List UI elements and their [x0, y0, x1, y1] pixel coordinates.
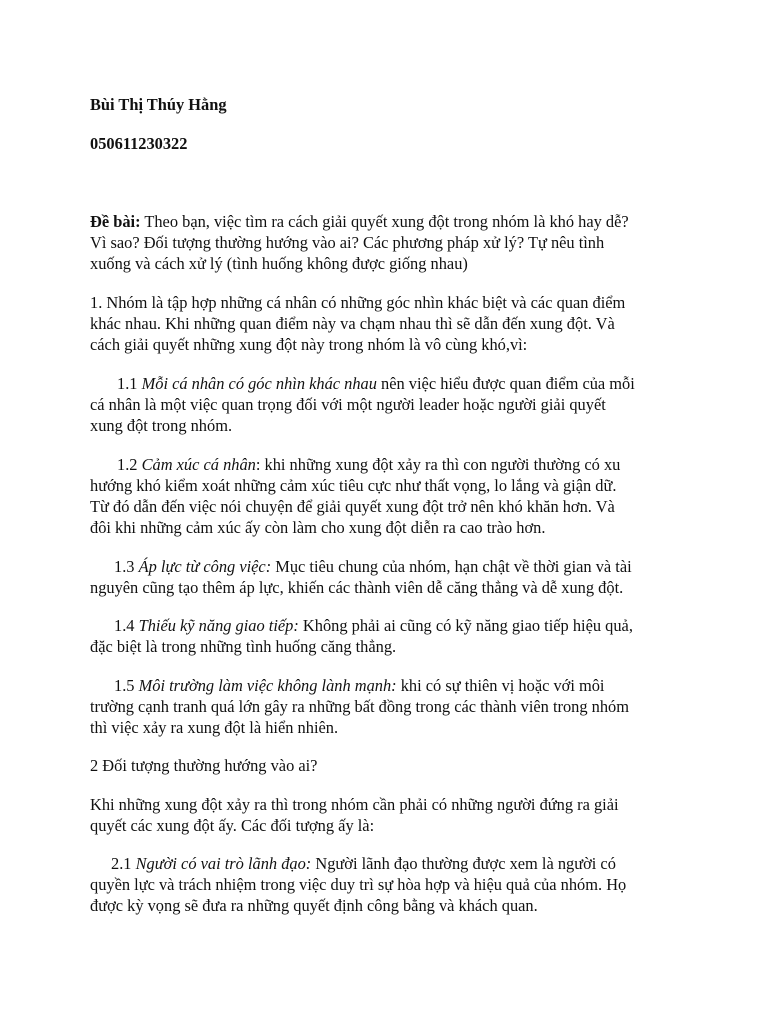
para-1-4-line: đặc biệt là trong những tình huống căng thẳng.: [90, 637, 397, 656]
para-1-4-text: Không phải ai cũng có kỹ năng giao tiếp hiệu quả,: [298, 616, 633, 635]
topic-line-2: Vì sao? Đối tượng thường hướng vào ai? Các phương pháp xử lý? Tự nêu tình: [90, 233, 605, 252]
topic-label: Đề bài:: [90, 212, 141, 231]
section1-intro-line-3: cách giải quyết những xung đột này trong nhóm là vô cùng khó,vì:: [90, 335, 528, 354]
para-1-2-first-line: [117, 454, 620, 475]
para-1-2-text: : khi những xung đột xảy ra thì con người thường có xu: [255, 455, 621, 474]
para-1-2-line: đôi khi những cảm xúc ấy còn làm cho xung đột diễn ra cao trào hơn.: [90, 518, 546, 537]
para-1-1-title: Mỗi cá nhân có góc nhìn khác nhau: [141, 374, 377, 393]
topic-line-3: xuống và cách xử lý (tình huống không được giống nhau): [90, 254, 468, 273]
para-1-1-first-line: [117, 373, 635, 394]
para-1-1-text: nên việc hiểu được quan điểm của mỗi: [376, 374, 635, 393]
para-1-1-line: xung đột trong nhóm.: [90, 416, 233, 435]
section2-intro-line-1: Khi những xung đột xảy ra thì trong nhóm cần phải có những người đứng ra giải: [90, 795, 619, 814]
para-1-5-title: Môi trường làm việc không lành mạnh:: [138, 676, 397, 695]
para-2-1-line: quyền lực và trách nhiệm trong việc duy trì sự hòa hợp và hiệu quả của nhóm. Họ: [90, 875, 627, 894]
author-name: Bùi Thị Thúy Hằng: [90, 95, 227, 114]
para-1-3-number: 1.3: [114, 557, 139, 576]
topic-line-1: [90, 211, 629, 232]
para-1-3-title: Áp lực từ công việc:: [138, 557, 272, 576]
para-1-3-text: Mục tiêu chung của nhóm, hạn chật về thời gian và tài: [271, 557, 632, 576]
para-2-1-title: Người có vai trò lãnh đạo:: [135, 854, 312, 873]
section2-heading: 2 Đối tượng thường hướng vào ai?: [90, 756, 318, 775]
para-1-4-first-line: [114, 615, 633, 636]
para-2-1-number: 2.1: [111, 854, 136, 873]
para-1-2-title: Cảm xúc cá nhân: [141, 455, 256, 474]
para-1-2-number: 1.2: [117, 455, 142, 474]
para-2-1-text: Người lãnh đạo thường được xem là người có: [311, 854, 616, 873]
student-id: 050611230322: [90, 134, 188, 153]
para-1-4-title: Thiếu kỹ năng giao tiếp:: [138, 616, 299, 635]
para-2-1-first-line: [111, 853, 616, 874]
para-1-5-text: khi có sự thiên vị hoặc với môi: [396, 676, 605, 695]
para-2-1-line: được kỳ vọng sẽ đưa ra những quyết định công bằng và khách quan.: [90, 896, 538, 915]
section2-intro-line-2: quyết các xung đột ấy. Các đối tượng ấy là:: [90, 816, 375, 835]
section1-intro-line-2: khác nhau. Khi những quan điểm này va chạm nhau thì sẽ dẫn đến xung đột. Và: [90, 314, 615, 333]
para-1-3-first-line: [114, 556, 632, 577]
para-1-5-number: 1.5: [114, 676, 139, 695]
section1-intro-line-1: 1. Nhóm là tập hợp những cá nhân có những góc nhìn khác biệt và các quan điểm: [90, 293, 626, 312]
para-1-2-line: hướng khó kiểm xoát những cảm xúc tiêu cực như thất vọng, lo lắng và giận dữ.: [90, 476, 617, 495]
para-1-5-line: trường cạnh tranh quá lớn gây ra những bất đồng trong các thành viên trong nhóm: [90, 697, 629, 716]
para-1-1-line: cá nhân là một việc quan trọng đối với một người leader hoặc người giải quyết: [90, 395, 606, 414]
para-1-4-number: 1.4: [114, 616, 139, 635]
para-1-2-line: Từ đó dẫn đến việc nói chuyện để giải quyết xung đột trở nên khó khăn hơn. Và: [90, 497, 615, 516]
para-1-3-line: nguyên cũng tạo thêm áp lực, khiến các thành viên dễ căng thẳng và dễ xung đột.: [90, 578, 624, 597]
para-1-5-first-line: [114, 675, 604, 696]
para-1-1-number: 1.1: [117, 374, 142, 393]
para-1-5-line: thì việc xảy ra xung đột là hiển nhiên.: [90, 718, 339, 737]
topic-text-1: Theo bạn, việc tìm ra cách giải quyết xung đột trong nhóm là khó hay dễ?: [140, 212, 629, 231]
